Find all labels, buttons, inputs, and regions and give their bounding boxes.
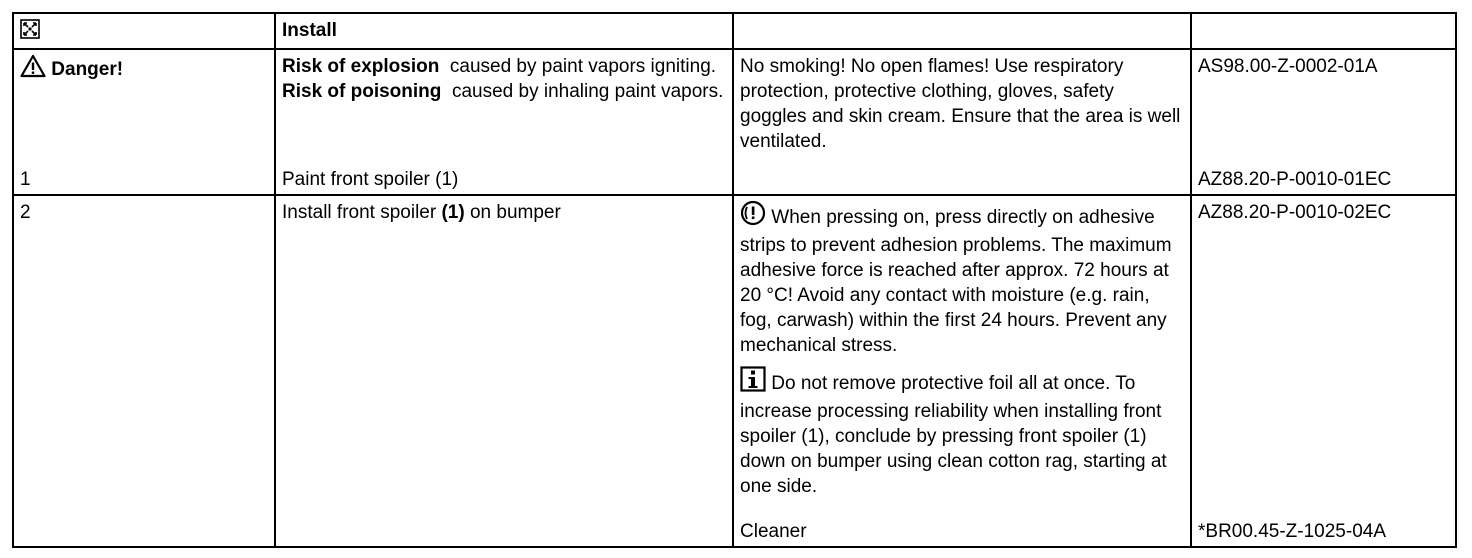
risk2-text: caused by inhaling paint vapors.	[451, 81, 724, 102]
tool-label: Cleaner	[740, 521, 807, 542]
step1-number: 1	[20, 169, 31, 190]
danger-step1-row	[13, 49, 1456, 195]
step2-text-cell	[275, 195, 733, 547]
danger-measures-cell	[733, 49, 1191, 195]
step2-row	[13, 195, 1456, 547]
danger-risk-cell	[275, 49, 733, 195]
info-note	[740, 366, 1184, 499]
header-symbol-cell	[13, 13, 275, 49]
step2-text-b: (1)	[441, 202, 465, 223]
danger-measures: No smoking! No open flames! Use respiratory protection, protective clothing, gloves, safety goggles and skin cream. Ensure that the area is well ventilated.	[740, 56, 1181, 152]
caution-note-text: When pressing on, press directly on adhesive strips to prevent adhesion problems. The maximum adhesive force is reached after approx. 72 hours at 20 °C! Avoid any contact with moisture (e.g. rain, fog, carwash) within the first 24 hours. Prevent any mechanical stress.	[740, 207, 1172, 356]
header-row	[13, 13, 1456, 49]
info-note-text: Do not remove protective foil all at once. To increase processing reliability when installing front spoiler (1), conclude by pressing front spoiler (1) down on bumper using clean cotton rag, starting at one side.	[740, 373, 1167, 497]
danger-ref: AS98.00-Z-0002-01A	[1198, 56, 1378, 77]
caution-note-icon	[740, 200, 766, 233]
risk1-text: caused by paint vapors igniting.	[449, 56, 717, 77]
header-cell-3	[733, 13, 1191, 49]
danger-label: Danger!	[51, 59, 124, 80]
step2-ref: AZ88.20-P-0010-02EC	[1198, 202, 1392, 223]
warning-triangle-icon	[20, 54, 46, 85]
repair-procedure-icon	[20, 19, 40, 46]
step1-ref: AZ88.20-P-0010-01EC	[1198, 169, 1392, 190]
danger-label-cell	[13, 49, 275, 195]
header-title-cell	[275, 13, 733, 49]
tool-ref: *BR00.45-Z-1025-04A	[1198, 521, 1386, 542]
danger-ref-cell	[1191, 49, 1456, 195]
header-cell-4	[1191, 13, 1456, 49]
procedure-table	[12, 12, 1457, 548]
step1-text: Paint front spoiler (1)	[282, 169, 459, 190]
step2-number: 2	[20, 202, 31, 223]
info-icon	[740, 366, 766, 399]
step2-number-cell	[13, 195, 275, 547]
step2-text-c: on bumper	[469, 202, 561, 223]
risk-text	[282, 54, 726, 104]
risk1-bold: Risk of explosion	[282, 56, 440, 77]
step2-text-a: Install front spoiler	[282, 202, 437, 223]
step2-ref-cell	[1191, 195, 1456, 547]
risk2-bold: Risk of poisoning	[282, 81, 442, 102]
caution-note	[740, 200, 1184, 358]
step2-notes-cell	[733, 195, 1191, 547]
section-title: Install	[282, 20, 337, 41]
